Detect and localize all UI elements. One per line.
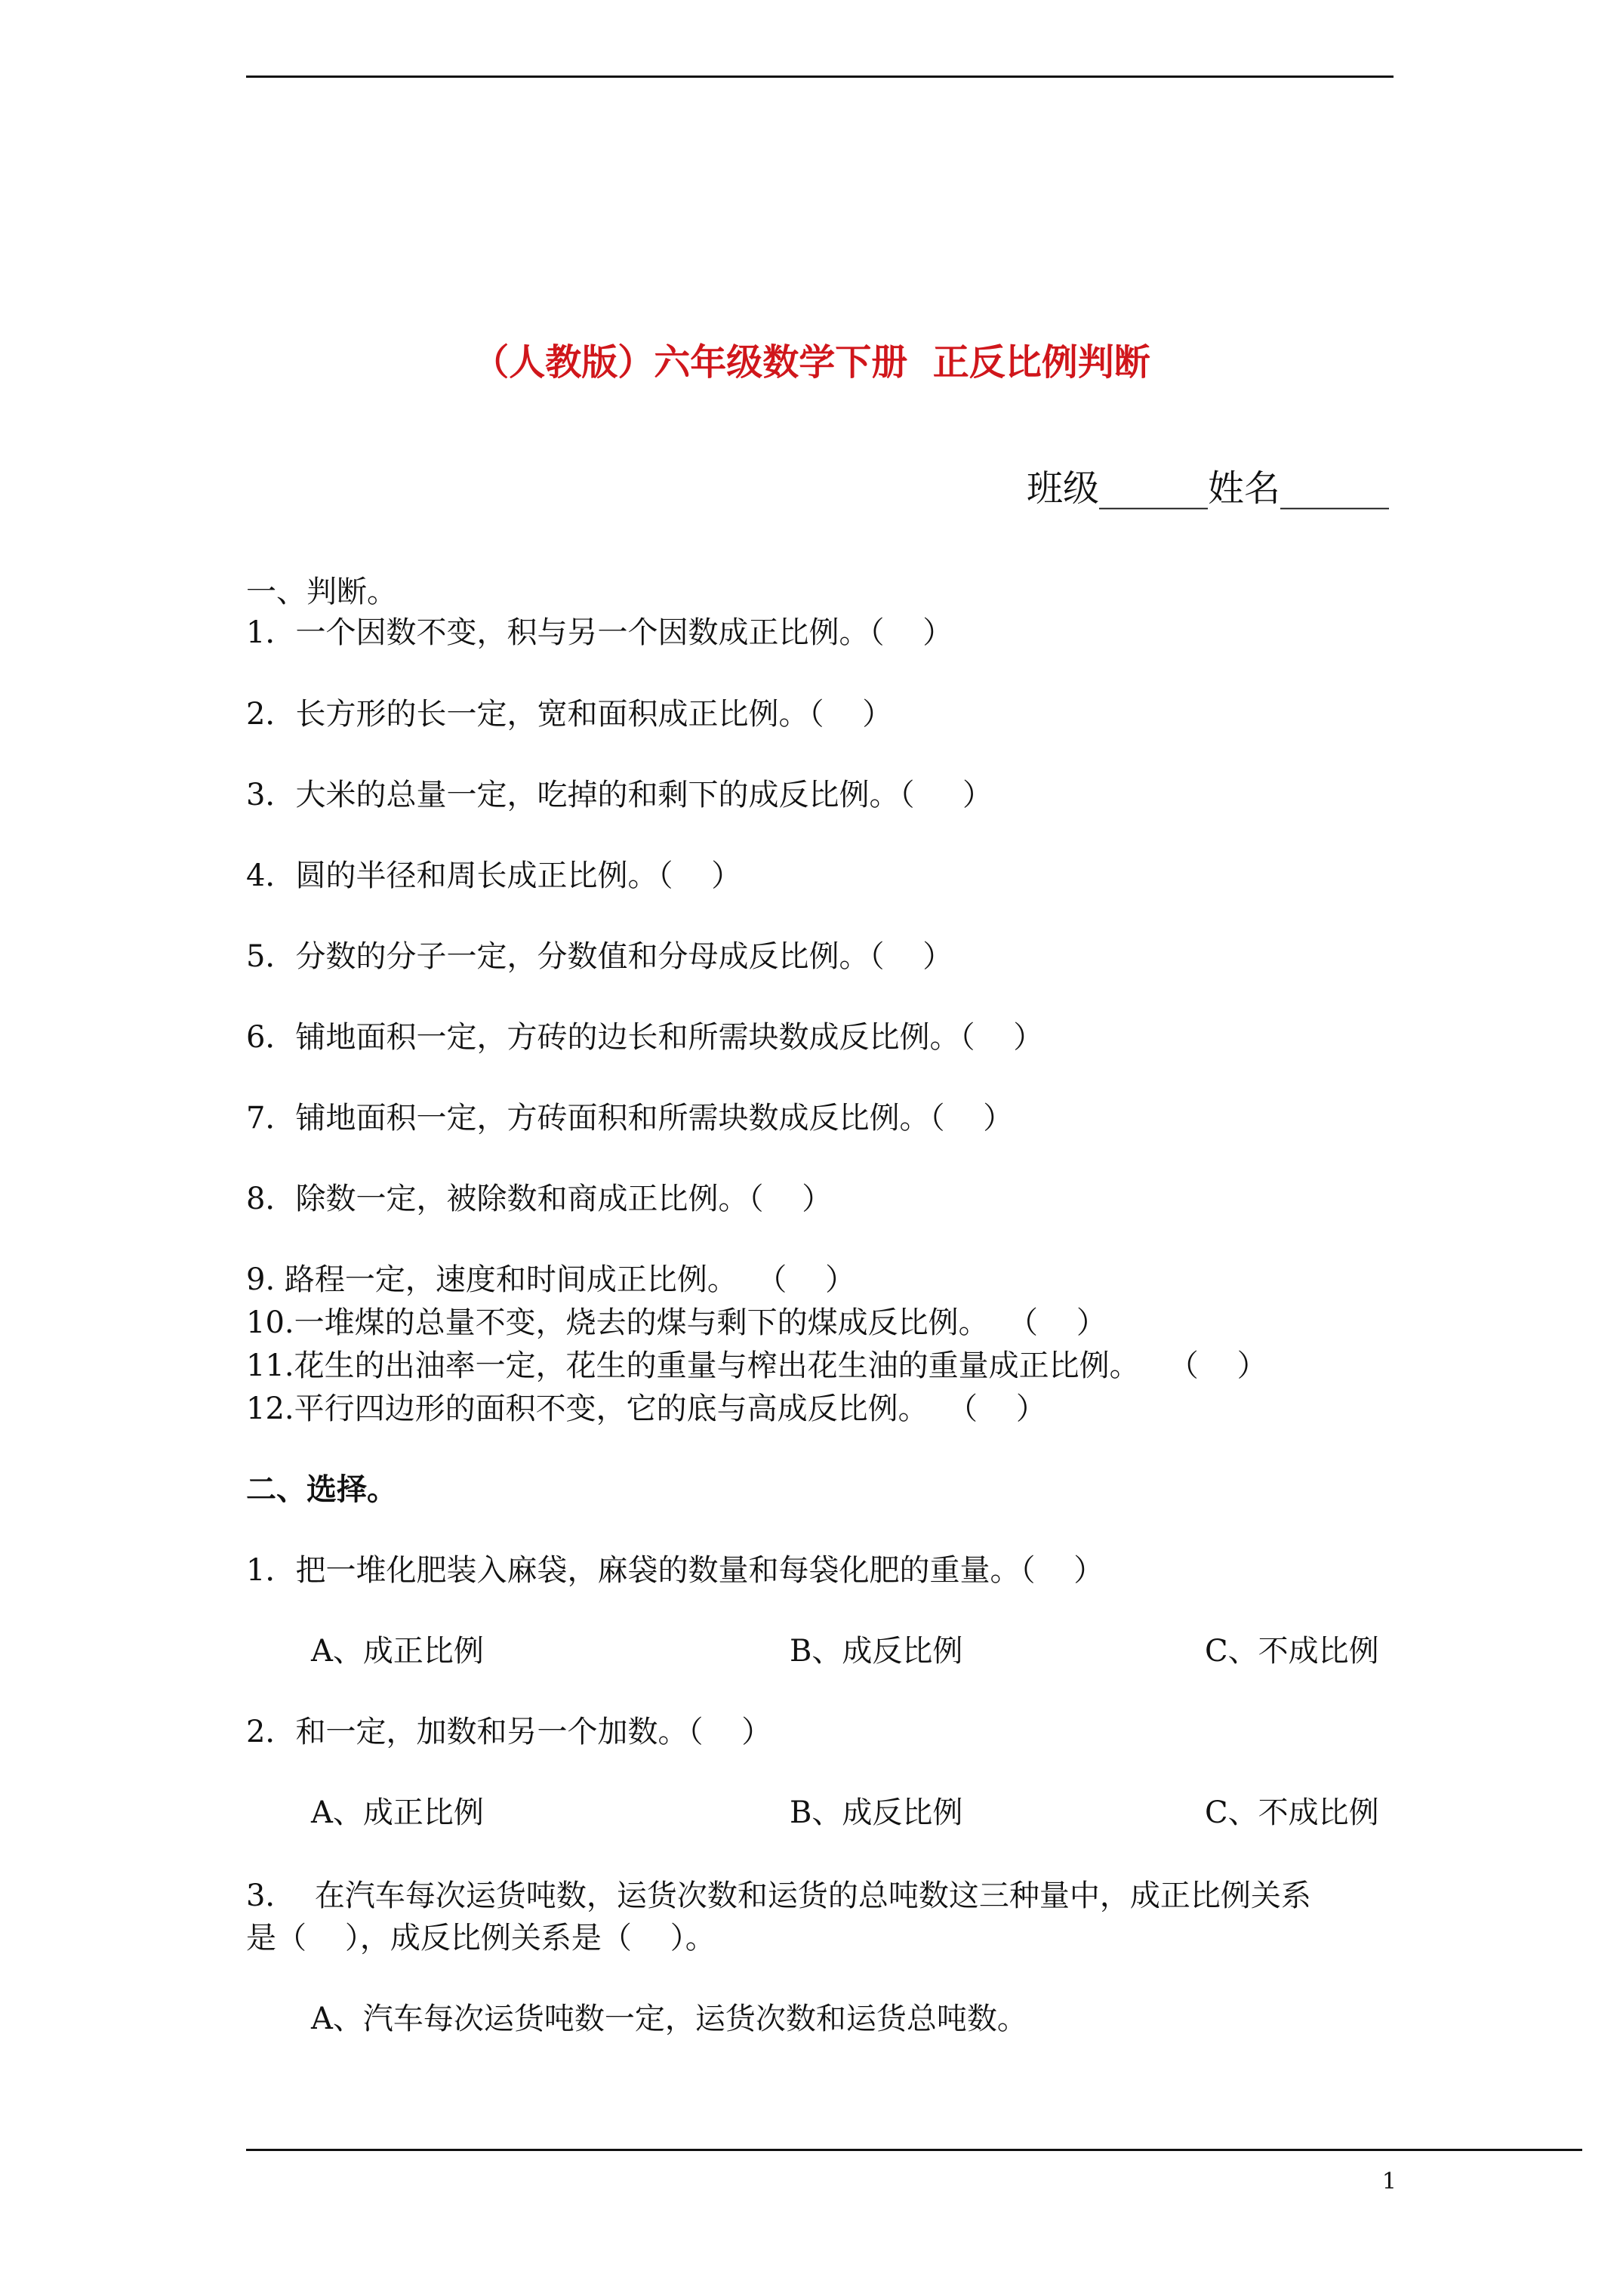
option-b: B、成反比例 [790, 1795, 963, 1830]
option-a: A、成正比例 [311, 1634, 484, 1669]
footer-rule [246, 2149, 1582, 2151]
choice-question-3-line2: 是（ ），成反比例关系是（ ）。 [246, 1921, 716, 1955]
page-number: 1 [1381, 2168, 1397, 2195]
question-item: 10.一堆煤的总量不变，烧去的煤与剩下的煤成反比例。 （ ） [246, 1305, 1107, 1340]
question-item: 3．大米的总量一定，吃掉的和剩下的成反比例。（ ） [246, 778, 993, 812]
choice-question-1: 1．把一堆化肥装入麻袋，麻袋的数量和每袋化肥的重量。（ ） [246, 1553, 1104, 1588]
header-rule [246, 76, 1394, 78]
option-a: A、成正比例 [311, 1795, 484, 1830]
page-title: （人教版）六年级数学下册 正反比例判断 [473, 341, 1150, 384]
question-item: 6．铺地面积一定，方砖的边长和所需块数成反比例。（ ） [246, 1020, 1044, 1055]
question-item: 4．圆的半径和周长成正比例。（ ） [246, 858, 742, 893]
question-item: 11.花生的出油率一定，花生的重量与榨出花生油的重量成正比例。 （ ） [246, 1348, 1267, 1383]
choice-question-2: 2．和一定，加数和另一个加数。（ ） [246, 1715, 772, 1749]
option-c: C、不成比例 [1205, 1795, 1379, 1830]
question-item: 1．一个因数不变，积与另一个因数成正比例。（ ） [246, 615, 953, 650]
choice-question-3-line1: 3． 在汽车每次运货吨数，运货次数和运货的总吨数这三种量中，成正比例关系 [246, 1878, 1311, 1913]
question-item: 9. 路程一定，速度和时间成正比例。 （ ） [246, 1262, 856, 1297]
section1-heading: 一、判断。 [246, 575, 397, 609]
option-c: C、不成比例 [1205, 1634, 1379, 1669]
option-a: A、汽车每次运货吨数一定，运货次数和运货总吨数。 [311, 2002, 1027, 2036]
option-b: B、成反比例 [790, 1634, 963, 1669]
question-item: 5．分数的分子一定，分数值和分母成反比例。（ ） [246, 939, 953, 974]
class-name-line: 班级______姓名______ [1026, 467, 1389, 510]
section2-heading: 二、选择。 [246, 1472, 397, 1507]
question-item: 7．铺地面积一定，方砖面积和所需块数成反比例。（ ） [246, 1101, 1014, 1136]
question-item: 12.平行四边形的面积不变，它的底与高成反比例。 （ ） [246, 1391, 1046, 1426]
question-item: 8．除数一定，被除数和商成正比例。（ ） [246, 1182, 833, 1216]
question-item: 2．长方形的长一定，宽和面积成正比例。（ ） [246, 697, 893, 732]
